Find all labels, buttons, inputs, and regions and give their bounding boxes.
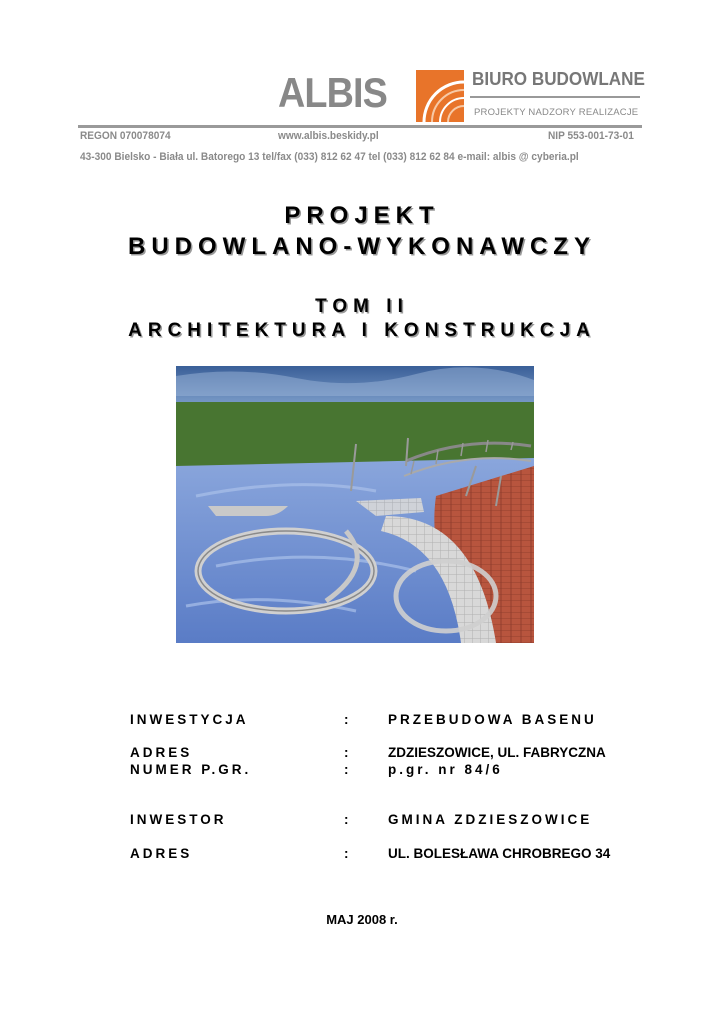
detail-sep: : xyxy=(344,712,349,727)
detail-label-investor: INWESTOR xyxy=(130,812,227,827)
detail-value-investment: PRZEBUDOWA BASENU xyxy=(388,712,597,727)
nip-text: NIP 553-001-73-01 xyxy=(548,130,634,142)
detail-label-investor-address: ADRES xyxy=(130,846,193,861)
detail-label-address: ADRES xyxy=(130,745,193,760)
address-line: 43-300 Bielsko - Biała ul. Batorego 13 tel/fax (033) 812 62 47 tel (033) 812 62 84 e-mail: albis @ cyberia.pl xyxy=(80,151,579,163)
website-link[interactable]: www.albis.beskidy.pl xyxy=(278,130,379,142)
detail-label-plot: NUMER P.GR. xyxy=(130,762,252,777)
header-rule xyxy=(78,125,642,128)
detail-value-investor: GMINA ZDZIESZOWICE xyxy=(388,812,593,827)
title-line-2: BUDOWLANO-WYKONAWCZY xyxy=(128,233,596,260)
brand-subtitle: BIURO BUDOWLANE xyxy=(472,69,645,89)
detail-sep: : xyxy=(344,745,349,760)
detail-sep: : xyxy=(344,846,349,861)
regon-text: REGON 070078074 xyxy=(80,130,171,142)
volume-title: TOM II xyxy=(315,296,409,317)
pool-rendering-image xyxy=(176,366,534,643)
detail-value-investor-address: UL. BOLESŁAWA CHROBREGO 34 xyxy=(388,846,611,861)
company-logo xyxy=(416,70,464,122)
brand-tagline: PROJEKTY NADZORY REALIZACJE xyxy=(474,107,639,118)
title-line-1: PROJEKT xyxy=(284,202,440,229)
detail-label-investment: INWESTYCJA xyxy=(130,712,249,727)
brand-name: ALBIS xyxy=(278,69,387,116)
volume-subject: ARCHITEKTURA I KONSTRUKCJA xyxy=(128,320,596,341)
detail-value-address: ZDZIESZOWICE, UL. FABRYCZNA xyxy=(388,745,606,760)
document-date: MAJ 2008 r. xyxy=(326,912,398,927)
detail-sep: : xyxy=(344,812,349,827)
detail-value-plot: p.gr. nr 84/6 xyxy=(388,762,503,777)
detail-sep: : xyxy=(344,762,349,777)
brand-divider xyxy=(470,96,640,98)
